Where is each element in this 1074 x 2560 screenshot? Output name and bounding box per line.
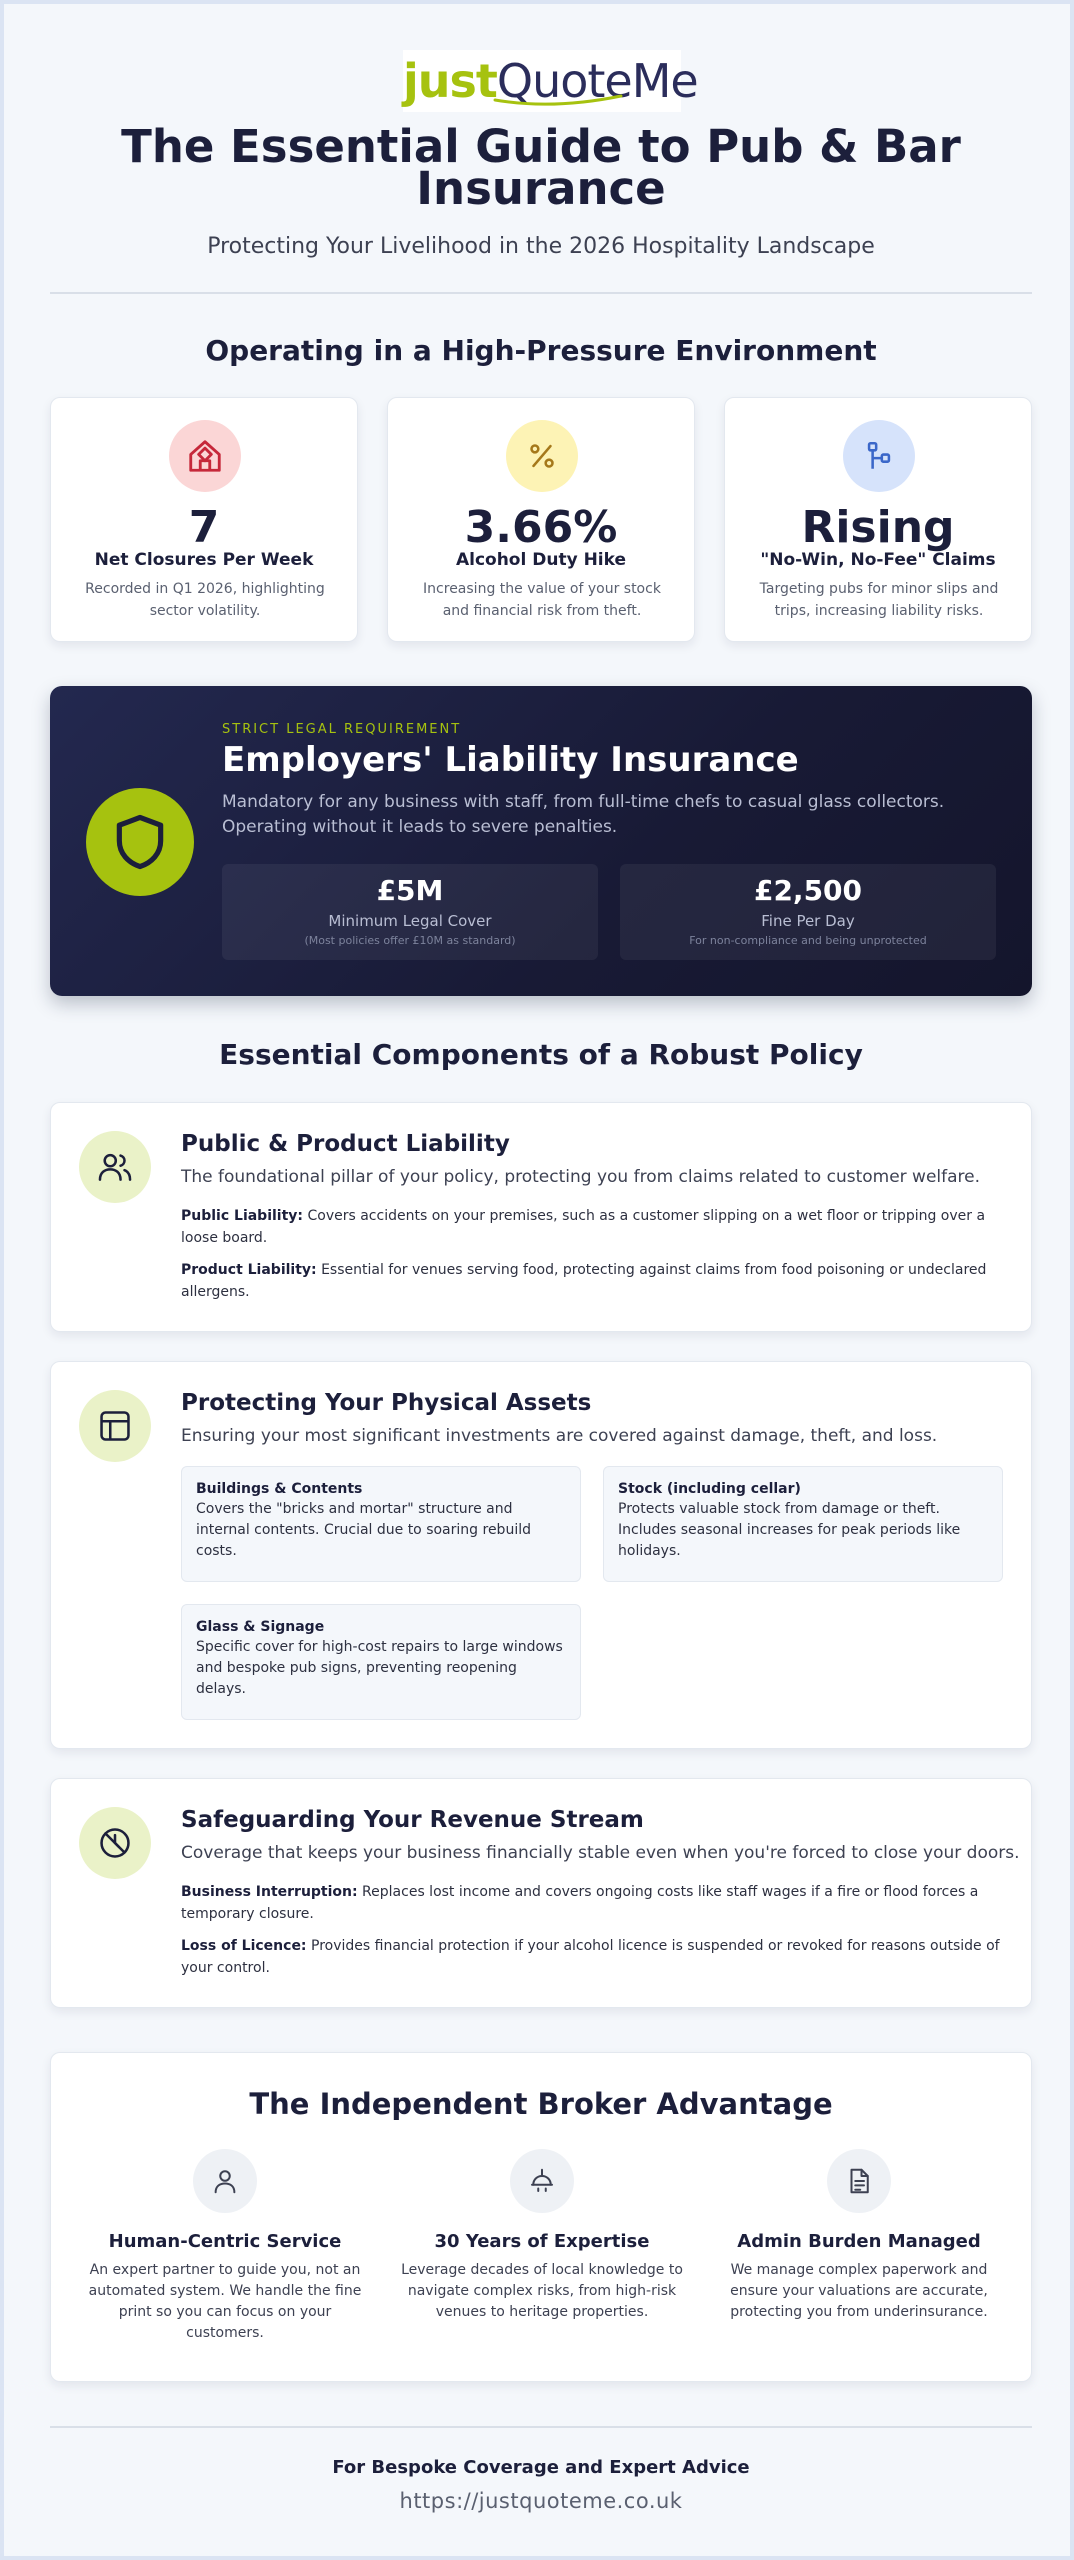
- workflow-icon: [843, 420, 915, 492]
- business-interruption-item: Business Interruption: Replaces lost income and covers ongoing costs like staff wages if a fire or flood forces a temporary closure.: [181, 1884, 979, 1922]
- stat-value: Rising: [801, 502, 955, 553]
- broker-col-desc: We manage complex paperwork and ensure your valuations are accurate, protecting you from underinsurance.: [730, 2262, 988, 2320]
- footer-url-link[interactable]: https://justquoteme.co.uk: [399, 2489, 683, 2513]
- stat-label: Net Closures Per Week: [94, 550, 314, 570]
- stock-text: Protects valuable stock from damage or theft. Includes seasonal increases for peak periods like holidays.: [618, 1501, 961, 1559]
- public-liability-item: Public Liability: Covers accidents on your premises, such as a customer slipping on a wet floor or tripping over a loose board.: [181, 1208, 986, 1246]
- fine-box: [620, 864, 996, 960]
- product-liability-item: Product Liability: Essential for venues serving food, protecting against claims from food poisoning or undeclared allergens.: [181, 1262, 987, 1300]
- components-heading: Essential Components of a Robust Policy: [219, 1038, 863, 1071]
- assets-title: Protecting Your Physical Assets: [181, 1390, 592, 1416]
- no-income-icon: [79, 1807, 151, 1879]
- footer-cta: For Bespoke Coverage and Expert Advice: [332, 2457, 750, 2478]
- minimum-cover-note: (Most policies offer £10M as standard): [304, 934, 516, 947]
- stat-description: Increasing the value of your stock and financial risk from theft.: [423, 581, 661, 619]
- users-icon: [79, 1131, 151, 1203]
- stat-card-claims: [724, 397, 1032, 642]
- broker-col-expertise: [397, 2149, 687, 2323]
- revenue-title: Safeguarding Your Revenue Stream: [181, 1807, 644, 1833]
- broker-col-service: [80, 2149, 370, 2344]
- buildings-contents-box: [181, 1466, 581, 1582]
- broker-col-admin: [714, 2149, 1004, 2323]
- broker-col-title: 30 Years of Expertise: [434, 2231, 650, 2252]
- loss-of-licence-item: Loss of Licence: Provides financial protection if your alcohol licence is suspended or revoked for reasons outside of your control.: [181, 1938, 1000, 1976]
- minimum-cover-box: [222, 864, 598, 960]
- stat-card-duty: [387, 397, 695, 642]
- person-icon: [193, 2149, 257, 2213]
- broker-heading: The Independent Broker Advantage: [249, 2087, 833, 2121]
- stat-label: "No-Win, No-Fee" Claims: [760, 550, 996, 570]
- stat-value: 3.66%: [464, 502, 618, 553]
- broker-col-desc: Leverage decades of local knowledge to navigate complex risks, from high-risk venues to heritage properties.: [401, 2262, 683, 2320]
- stat-description: Targeting pubs for minor slips and trips, increasing liability risks.: [759, 581, 999, 619]
- document-icon: [827, 2149, 891, 2213]
- broker-advantage-card: [50, 2052, 1032, 2382]
- footer-divider: [50, 2426, 1032, 2428]
- house-icon: [169, 420, 241, 492]
- logo-swoosh-icon: [493, 94, 623, 108]
- revenue-subtitle: Coverage that keeps your business financially stable even when you're forced to close your doors.: [181, 1843, 1020, 1863]
- broker-col-title: Human-Centric Service: [108, 2231, 342, 2252]
- page-title: The Essential Guide to Pub & Bar Insurance: [121, 120, 961, 215]
- employers-liability-panel: [50, 686, 1032, 996]
- fine-value: £2,500: [753, 874, 863, 907]
- public-liability-subtitle: The foundational pillar of your policy, protecting you from claims related to customer welfare.: [181, 1167, 981, 1187]
- minimum-cover-value: £5M: [376, 874, 444, 907]
- broker-col-title: Admin Burden Managed: [737, 2231, 981, 2252]
- revenue-card: [50, 1778, 1032, 2008]
- stat-value: 7: [188, 502, 220, 553]
- buildings-contents-text: Covers the "bricks and mortar" structure and internal contents. Crucial due to soaring rebuild costs.: [196, 1501, 531, 1559]
- broker-col-desc: An expert partner to guide you, not an automated system. We handle the fine print so you can focus on your customers.: [88, 2262, 362, 2341]
- divider: [50, 292, 1032, 294]
- pendant-lamp-icon: [510, 2149, 574, 2213]
- stock-box: [603, 1466, 1003, 1582]
- stat-card-closures: [50, 397, 358, 642]
- glass-signage-title: Glass & Signage: [196, 1619, 325, 1635]
- physical-assets-card: [50, 1361, 1032, 1749]
- page-subtitle: Protecting Your Livelihood in the 2026 Hospitality Landscape: [207, 234, 875, 259]
- glass-signage-box: [181, 1604, 581, 1720]
- minimum-cover-label: Minimum Legal Cover: [328, 912, 492, 930]
- fine-label: Fine Per Day: [761, 912, 855, 930]
- public-liability-title: Public & Product Liability: [181, 1131, 510, 1157]
- percent-icon: [506, 420, 578, 492]
- employers-title: Employers' Liability Insurance: [222, 740, 799, 780]
- building-icon: [79, 1390, 151, 1462]
- assets-subtitle: Ensuring your most significant investments are covered against damage, theft, and loss.: [181, 1426, 938, 1446]
- logo-wordmark: justQuoteMe: [403, 54, 698, 108]
- employers-description: Mandatory for any business with staff, from full-time chefs to casual glass collectors. Operating without it leads to severe penalties.: [222, 792, 945, 837]
- fine-note: For non-compliance and being unprotected: [689, 934, 927, 947]
- buildings-contents-title: Buildings & Contents: [196, 1481, 363, 1497]
- stock-title: Stock (including cellar): [618, 1481, 801, 1497]
- stat-label: Alcohol Duty Hike: [455, 550, 627, 570]
- glass-signage-text: Specific cover for high-cost repairs to large windows and bespoke pub signs, preventing reopening delays.: [196, 1639, 563, 1697]
- employers-kicker: STRICT LEGAL REQUIREMENT: [222, 722, 462, 737]
- brand-logo[interactable]: [403, 50, 698, 112]
- stat-description: Recorded in Q1 2026, highlighting sector volatility.: [85, 581, 325, 619]
- environment-heading: Operating in a High-Pressure Environment: [205, 334, 877, 367]
- shield-icon: [86, 788, 194, 896]
- public-liability-card: [50, 1102, 1032, 1332]
